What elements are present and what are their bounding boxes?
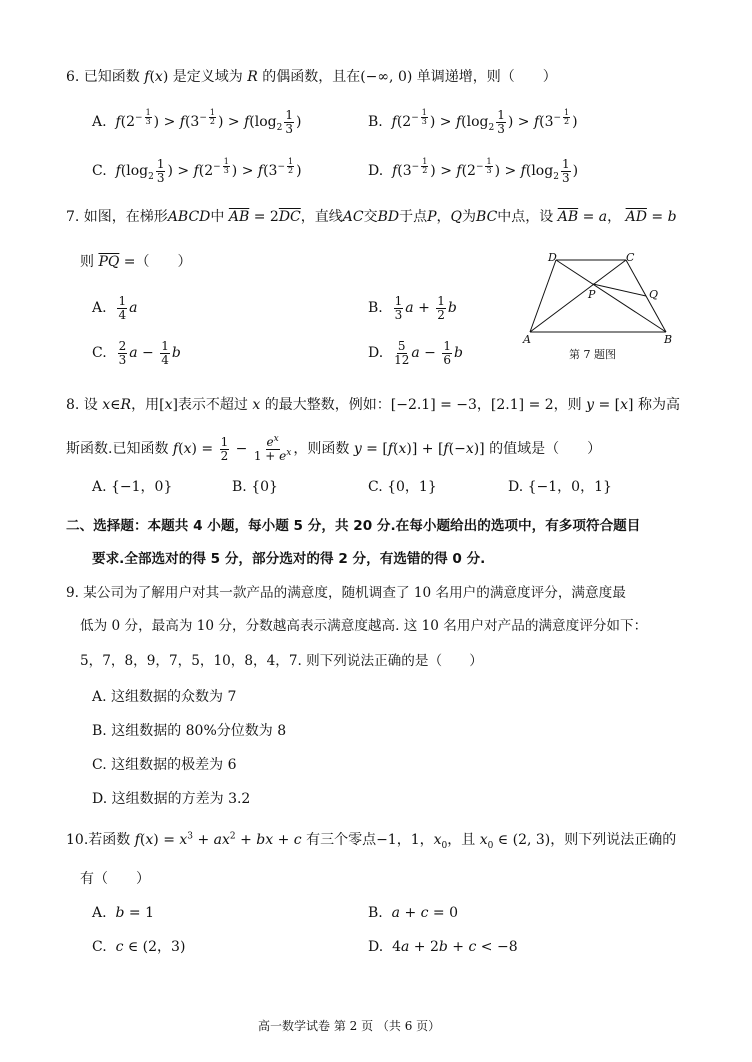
q9-option-a: A. 这组数据的众数为 7 xyxy=(92,689,237,705)
q9-option-b: B. 这组数据的 80%分位数为 8 xyxy=(92,723,287,739)
q6-option-d: D. $f(3^{- \frac{1}{2}}$ ) > $f(2^{- \frac{1}{3}}$ ) > $f(\log_2$ $\frac{1}{3}$ ) xyxy=(368,157,579,185)
q8-option-a: A. {−1，0} xyxy=(92,479,173,495)
q9-option-c: C. 这组数据的极差为 6 xyxy=(92,757,237,773)
q9-stem-3: 5，7，8，9，7，5，10，8，4，7. 则下列说法正确的是（ ） xyxy=(80,653,483,669)
q7-stem: 7. 如图，在梯形ABCD中 $\overline{AB} = 2\overline{DC}$，直线AC交BD于点P，Q为BC中点，设 $\overline{AB} = a$， $\overline{AD} = b$ xyxy=(66,209,677,225)
q6-stem: 6. 已知函数 f(x) 是定义域为 R 的偶函数，且在(−∞, 0) 单调递增，则（ ） xyxy=(66,69,557,85)
q7-trapezoid-figure xyxy=(515,248,690,363)
label-d: D xyxy=(548,251,557,264)
q10-stem-1: 10.若函数 $f(x) = x^3 + ax^2$ + bx + c 有三个零点−1，1，$x_0$，且 $x_0$ ∈ (2, 3)，则下列说法正确的 xyxy=(66,831,677,851)
q8-option-c: C. {0，1} xyxy=(368,479,437,495)
q7-stem-2: 则 $\overline{PQ}$ =（ ） xyxy=(80,254,192,270)
q7-option-b: B. $\frac{1}{3}$ a + $\frac{1}{2}$ b xyxy=(368,294,457,322)
q10-option-a: A. b = 1 xyxy=(92,905,154,921)
q6-option-b: B. $f(2^{- \frac{1}{3}}$ ) > $f(\log_2$ $\frac{1}{3}$ ) > $f(3^{- \frac{1}{2}}$ ) xyxy=(368,108,578,136)
q10-option-d: D. 4a + 2b + c < −8 xyxy=(368,939,518,955)
page-footer: 高一数学试卷 第 2 页 （共 6 页） xyxy=(258,1019,441,1033)
section2-heading-line1: 二、选择题：本题共 4 小题，每小题 5 分，共 20 分.在每小题给出的选项中，有多项符合题目 xyxy=(66,518,641,534)
label-a: A xyxy=(523,333,531,346)
label-c: C xyxy=(626,251,635,264)
q8-option-b: B. {0} xyxy=(232,479,278,495)
q10-stem-2: 有（ ） xyxy=(80,871,150,887)
q6-option-a: A. $f(2^{- \frac{1}{3}}$ ) > $f(3^{- \frac{1}{2}}$ ) > $f(\log_2$ $\frac{1}{3}$ ) xyxy=(92,108,302,136)
label-q: Q xyxy=(649,288,659,301)
q8-option-d: D. {−1，0，1} xyxy=(508,479,612,495)
q8-stem: 8. 设 x∈R，用[x]表示不超过 x 的最大整数，例如：[−2.1] = −3，[2.1] = 2，则 y = [x] 称为高 xyxy=(66,397,680,413)
q10-option-b: B. a + c = 0 xyxy=(368,905,459,921)
q8-stem-2: 斯函数.已知函数 f(x) = $\frac{1}{2}$ − $\frac{e^x}{1 + e^x}$ ，则函数 y = [f(x)] + [f(−x)] 的值域是（ ） xyxy=(66,434,602,463)
q9-stem-1: 9. 某公司为了解用户对其一款产品的满意度，随机调查了 10 名用户的满意度评分，满意度最 xyxy=(66,585,626,601)
q7-option-a: A. $\frac{1}{4}$ a xyxy=(92,294,138,322)
label-b: B xyxy=(664,333,673,346)
q7-option-d: D. $\frac{5}{12}$ a − $\frac{1}{6}$ b xyxy=(368,339,463,367)
q9-stem-2: 低为 0 分，最高为 10 分，分数越高表示满意度越高. 这 10 名用户对产品的满意度评分如下： xyxy=(80,618,648,634)
figure-caption: 第 7 题图 xyxy=(569,348,616,361)
segment-da xyxy=(530,260,556,332)
q7-option-c: C. $\frac{2}{3}$ a − $\frac{1}{4}$ b xyxy=(92,339,181,367)
section2-heading-line2: 要求.全部选对的得 5 分，部分选对的得 2 分，有选错的得 0 分. xyxy=(92,551,486,567)
label-p: P xyxy=(588,288,596,301)
q10-option-c: C. c ∈ (2，3) xyxy=(92,939,186,955)
q9-option-d: D. 这组数据的方差为 3.2 xyxy=(92,791,251,807)
q6-option-c: C. $f(\log_2$ $\frac{1}{3}$ ) > $f(2^{- \frac{1}{3}}$ ) > $f(3^{- \frac{1}{2}}$ ) xyxy=(92,157,302,185)
